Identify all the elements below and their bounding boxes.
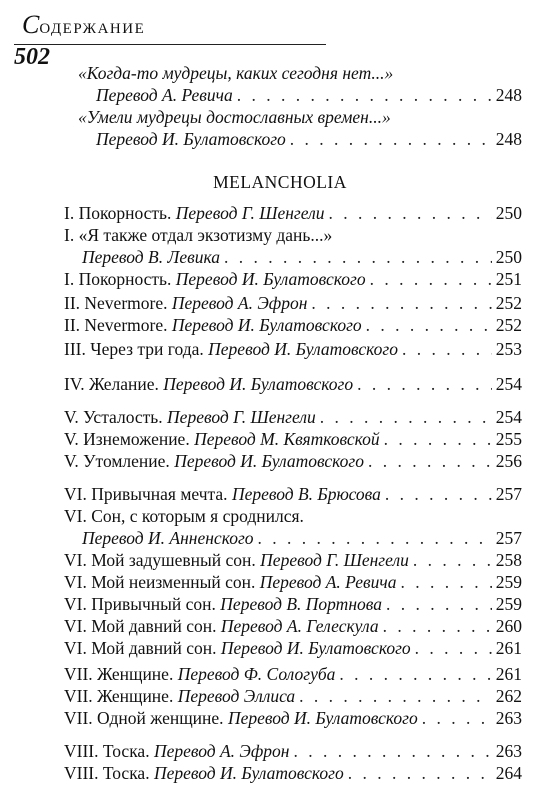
entry-translator: Перевод А. Гелескула bbox=[220, 616, 379, 636]
entry-title: VI. Мой давний сон. bbox=[64, 638, 221, 658]
dot-leader bbox=[357, 373, 492, 395]
toc-entry bbox=[64, 505, 304, 527]
entry-title: «Умели мудрецы достославных времен...» bbox=[78, 107, 391, 127]
entry-page-number: 257 bbox=[495, 528, 522, 548]
entry-page-number: 257 bbox=[495, 484, 522, 504]
toc-entry bbox=[64, 762, 522, 784]
entry-translator: Перевод А. Эфрон bbox=[153, 741, 290, 761]
entry-page-number: 253 bbox=[495, 339, 522, 359]
entry-translator: Перевод Ф. Сологуба bbox=[177, 664, 336, 684]
entry-page-number: 259 bbox=[495, 572, 522, 592]
entry-translator: Перевод И. Булатовского bbox=[171, 315, 362, 335]
entry-translator: Перевод В. Портнова bbox=[220, 594, 382, 614]
toc-entry-text bbox=[64, 740, 290, 762]
toc-entry-text bbox=[64, 707, 418, 729]
dot-leader bbox=[328, 202, 491, 224]
dot-leader bbox=[415, 637, 492, 659]
dot-leader bbox=[370, 268, 492, 290]
entry-page-number: 250 bbox=[495, 203, 522, 223]
entry-translator: Перевод Г. Шенгели bbox=[260, 550, 409, 570]
toc-entry bbox=[64, 292, 522, 314]
toc-entry-text bbox=[64, 450, 364, 472]
toc-entry bbox=[64, 637, 522, 659]
entry-title: I. «Я также отдал экзотизму дань...» bbox=[64, 225, 333, 245]
entry-title: IV. Желание. bbox=[64, 374, 164, 394]
toc-entry bbox=[64, 571, 522, 593]
entry-translator: Перевод Эллиса bbox=[177, 686, 296, 706]
toc-entry-text bbox=[64, 571, 396, 593]
toc-entry-text bbox=[64, 549, 409, 571]
toc-entry bbox=[64, 224, 332, 246]
entry-page-number: 263 bbox=[495, 708, 522, 728]
dot-leader bbox=[400, 571, 491, 593]
entry-page-number: 264 bbox=[495, 763, 522, 783]
entry-page-number: 254 bbox=[495, 374, 522, 394]
dot-leader bbox=[299, 685, 492, 707]
entry-title: VII. Женщине. bbox=[64, 686, 178, 706]
toc-entry bbox=[64, 314, 522, 336]
entry-translator: Перевод И. Булатовского bbox=[220, 638, 411, 658]
dot-leader bbox=[339, 663, 491, 685]
toc-entry bbox=[64, 663, 522, 685]
entry-page-number: 259 bbox=[495, 594, 522, 614]
entry-title: I. Покорность. bbox=[64, 203, 176, 223]
toc-entry bbox=[64, 593, 522, 615]
entry-translator: Перевод И. Булатовского bbox=[208, 339, 398, 359]
dot-leader bbox=[366, 314, 492, 336]
dot-leader bbox=[320, 406, 492, 428]
toc-entry-text bbox=[78, 62, 393, 84]
dot-leader bbox=[384, 428, 492, 450]
entry-translator: Перевод И. Анненского bbox=[82, 528, 254, 548]
entry-title: VI. Привычная мечта. bbox=[64, 484, 232, 504]
toc-entry bbox=[64, 615, 522, 637]
toc-entry bbox=[82, 246, 522, 268]
entry-title: «Когда-то мудрецы, каких сегодня нет...» bbox=[78, 63, 394, 83]
toc-entry bbox=[64, 549, 522, 571]
entry-page-number: 252 bbox=[495, 293, 522, 313]
toc-entry bbox=[78, 106, 391, 128]
toc-entry-text bbox=[96, 128, 286, 150]
toc-entry-text bbox=[64, 202, 324, 224]
toc-entry bbox=[82, 527, 522, 549]
toc-entry bbox=[64, 483, 522, 505]
entry-translator: Перевод А. Ревича bbox=[96, 85, 233, 105]
entry-page-number: 261 bbox=[495, 664, 522, 684]
entry-page-number: 258 bbox=[495, 550, 522, 570]
toc-entry bbox=[64, 707, 522, 729]
toc-entry-text bbox=[64, 314, 362, 336]
dot-leader bbox=[294, 740, 492, 762]
entry-page-number: 251 bbox=[495, 269, 522, 289]
page-number: 502 bbox=[14, 44, 50, 70]
entry-title: I. Покорность. bbox=[64, 269, 176, 289]
toc-entry bbox=[64, 685, 522, 707]
dot-leader bbox=[368, 450, 492, 472]
entry-title: II. Nevermore. bbox=[64, 293, 172, 313]
toc-entry-text bbox=[96, 84, 233, 106]
entry-title: V. Изнеможение. bbox=[64, 429, 195, 449]
dot-leader bbox=[422, 707, 492, 729]
entry-translator: Перевод М. Квятковской bbox=[194, 429, 380, 449]
toc-entry-text bbox=[64, 762, 344, 784]
toc-entry-text bbox=[78, 106, 391, 128]
toc-entry bbox=[64, 450, 522, 472]
dot-leader bbox=[386, 593, 492, 615]
toc-entry-text bbox=[64, 685, 295, 707]
entry-page-number: 250 bbox=[495, 247, 522, 267]
toc-entry-text bbox=[64, 505, 304, 527]
dot-leader bbox=[258, 527, 492, 549]
entry-page-number: 252 bbox=[495, 315, 522, 335]
toc-entry bbox=[78, 62, 393, 84]
entry-title: V. Усталость. bbox=[64, 407, 168, 427]
toc-entry-text bbox=[64, 615, 379, 637]
toc-entry-text bbox=[64, 373, 353, 395]
toc-entry bbox=[64, 202, 522, 224]
entry-title: VII. Женщине. bbox=[64, 664, 178, 684]
toc-entry-text bbox=[64, 663, 335, 685]
entry-title: VI. Привычный сон. bbox=[64, 594, 221, 614]
dot-leader bbox=[402, 338, 492, 360]
entry-title: III. Через три года. bbox=[64, 339, 209, 359]
entry-translator: Перевод И. Булатовского bbox=[96, 129, 286, 149]
entry-title: VI. Мой неизменный сон. bbox=[64, 572, 260, 592]
dot-leader bbox=[383, 615, 492, 637]
entry-page-number: 261 bbox=[495, 638, 522, 658]
entry-translator: Перевод И. Булатовского bbox=[163, 374, 354, 394]
toc-entry-text bbox=[64, 338, 398, 360]
toc-entry bbox=[64, 268, 522, 290]
toc-entry-text bbox=[64, 593, 382, 615]
dot-leader bbox=[385, 483, 492, 505]
toc-entry bbox=[64, 740, 522, 762]
toc-entry bbox=[96, 128, 522, 150]
entry-title: VIII. Тоска. bbox=[64, 741, 154, 761]
toc-entry-text bbox=[64, 406, 316, 428]
running-head-text: ОДЕРЖАНИЕ bbox=[39, 21, 146, 37]
entry-translator: Перевод И. Булатовского bbox=[153, 763, 344, 783]
toc-entry bbox=[64, 428, 522, 450]
entry-page-number: 248 bbox=[495, 129, 522, 149]
entry-title: VI. Сон, с которым я сроднился. bbox=[64, 506, 304, 526]
entry-translator: Перевод В. Брюсова bbox=[231, 484, 381, 504]
dot-leader bbox=[413, 549, 492, 571]
entry-translator: Перевод И. Булатовского bbox=[174, 451, 364, 471]
dot-leader bbox=[237, 84, 492, 106]
entry-page-number: 248 bbox=[495, 85, 522, 105]
toc-entry-text bbox=[64, 224, 332, 246]
section-title: MELANCHOLIA bbox=[213, 172, 347, 192]
dot-leader bbox=[348, 762, 492, 784]
entry-translator: Перевод В. Левика bbox=[82, 247, 220, 267]
entry-page-number: 255 bbox=[495, 429, 522, 449]
toc-entry-text bbox=[64, 637, 411, 659]
toc-entry-text bbox=[64, 268, 366, 290]
toc-entry-text bbox=[82, 246, 220, 268]
dot-leader bbox=[290, 128, 492, 150]
entry-title: VII. Одной женщине. bbox=[64, 708, 228, 728]
entry-page-number: 263 bbox=[495, 741, 522, 761]
toc-entry bbox=[96, 84, 522, 106]
entry-title: VIII. Тоска. bbox=[64, 763, 154, 783]
entry-translator: Перевод Г. Шенгели bbox=[175, 203, 325, 223]
running-head-initial: С bbox=[22, 10, 40, 39]
entry-title: II. Nevermore. bbox=[64, 315, 172, 335]
entry-translator: Перевод И. Булатовского bbox=[175, 269, 366, 289]
entry-title: V. Утомление. bbox=[64, 451, 175, 471]
entry-translator: Перевод И. Булатовского bbox=[227, 708, 418, 728]
entry-translator: Перевод А. Эфрон bbox=[171, 293, 308, 313]
dot-leader bbox=[311, 292, 491, 314]
dot-leader bbox=[224, 246, 492, 268]
entry-page-number: 262 bbox=[495, 686, 522, 706]
toc-entry bbox=[64, 373, 522, 395]
toc-entry-text bbox=[64, 428, 380, 450]
entry-page-number: 254 bbox=[495, 407, 522, 427]
toc-entry bbox=[64, 338, 522, 360]
entry-page-number: 260 bbox=[495, 616, 522, 636]
entry-translator: Перевод А. Ревича bbox=[259, 572, 397, 592]
toc-entry-text bbox=[64, 292, 307, 314]
toc-entry bbox=[64, 406, 522, 428]
entry-title: VI. Мой задушевный сон. bbox=[64, 550, 261, 570]
toc-entry-text bbox=[82, 527, 254, 549]
entry-translator: Перевод Г. Шенгели bbox=[167, 407, 316, 427]
entry-page-number: 256 bbox=[495, 451, 522, 471]
entry-title: VI. Мой давний сон. bbox=[64, 616, 221, 636]
toc-entry-text bbox=[64, 483, 381, 505]
